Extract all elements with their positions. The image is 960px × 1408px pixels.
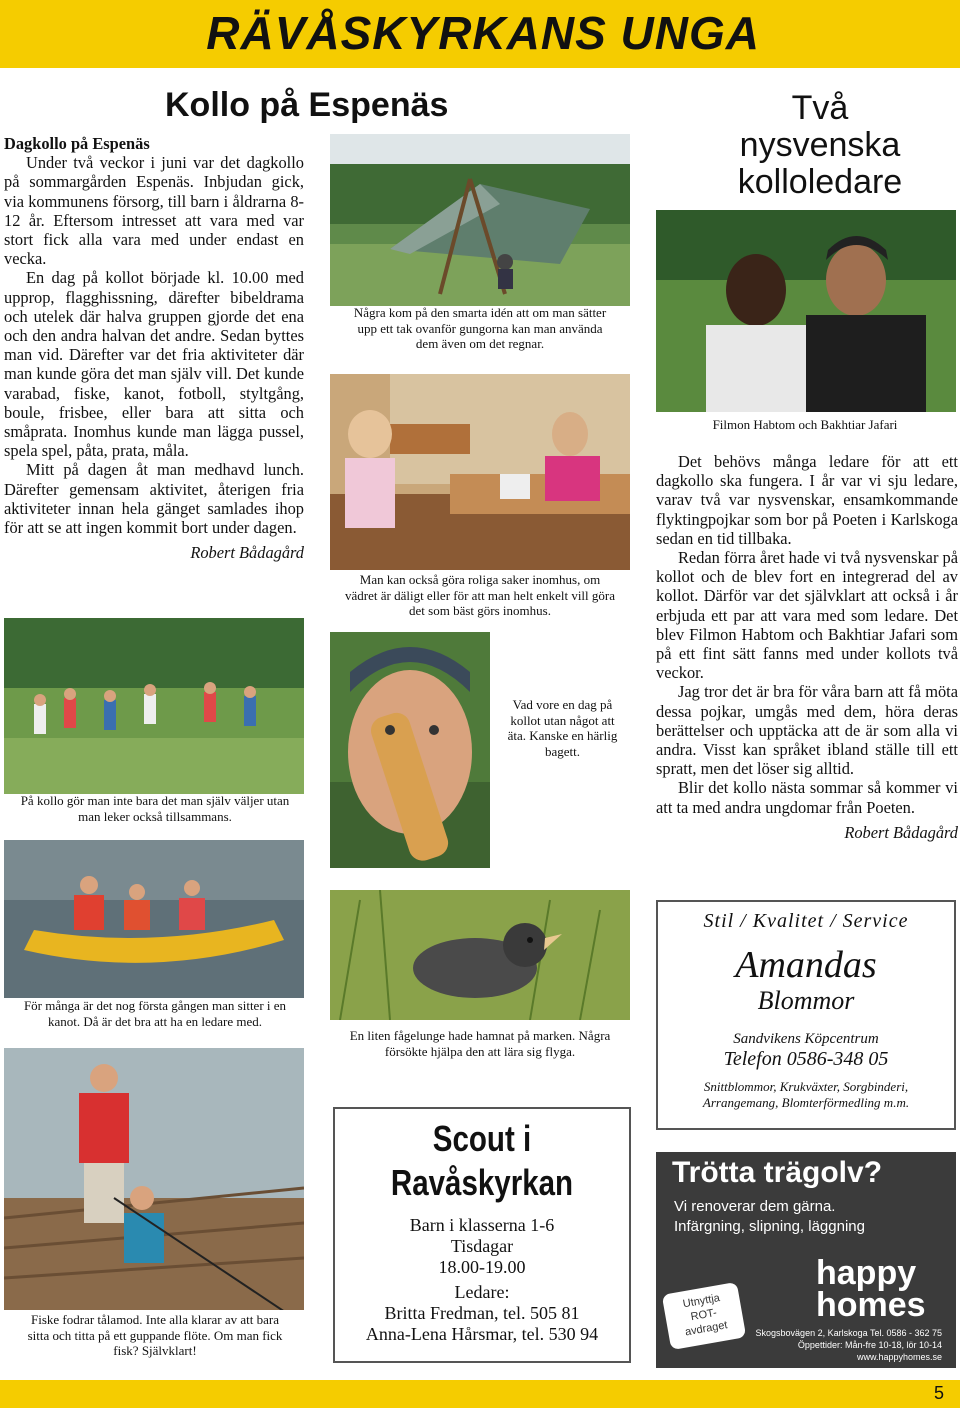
amandas-services: Arrangemang, Blomterförmedling m.m. <box>702 1095 910 1110</box>
title-line: Två <box>791 89 849 127</box>
article-paragraph: Under två veckor i juni var det dagkollo på sommargården Espenäs. Inbjudan gick, via kommunens försorg, till barn i åldrarna 8-12 år. Eftersom intresset att vara med var stort fick alla vara med under endast en vecka. <box>4 153 304 269</box>
happy-hours: Öppettider: Mån-fre 10-18, lör 10-14 <box>797 1340 942 1350</box>
scout-line: Tisdagar <box>450 1236 514 1256</box>
scout-line: Anna-Lena Hårsmar, tel. 530 94 <box>365 1324 599 1344</box>
happy-web: www.happyhomes.se <box>856 1352 942 1362</box>
article-heading: Dagkollo på Espenäs <box>4 134 150 153</box>
photo-kids-playing <box>4 618 304 794</box>
badge-line: Utnyttja <box>681 1292 721 1311</box>
photo-bird <box>330 890 630 1020</box>
caption-tent: Några kom på den smarta idén att om man sätter upp ett tak ovanför gungorna kan man använda dem även om det regnar. <box>353 305 607 351</box>
caption-leaders: Filmon Habtom och Bakhtiar Jafari <box>712 417 898 432</box>
happyhomes-ad <box>656 1152 956 1368</box>
badge-line: ROT- <box>689 1306 718 1324</box>
title-line: nysvenska <box>739 126 901 164</box>
rot-badge <box>662 1282 747 1350</box>
caption-canoe: För många är det nog första gången man sitter i en kanot. Då är det bra att ha en ledare med. <box>23 998 287 1029</box>
article-title: Kollo på Espenäs <box>165 86 449 124</box>
article-paragraph: Redan förra året hade vi två nysvenskar på kollot och de blev fort en integrerad del av kollot. Därför var det självklart att också i år erbjuda ett par att vara med som ledare. Det blev Filmon Habtom och Bakhtiar Jafari som på ett fint sätt fanns med under kollots två veckor. <box>656 548 958 683</box>
happy-brand: happy <box>816 1254 917 1292</box>
scout-ad <box>333 1107 631 1363</box>
happy-brand: homes <box>816 1286 926 1324</box>
article-paragraph: Mitt på dagen åt man medhavd lunch. Därefter gemensam aktivitet, återigen fria aktiviteter innan hela gänget samlades ihop för att se att ingen kommit bort under dagen. <box>4 460 304 538</box>
page-number: 5 <box>933 1383 944 1403</box>
amandas-ad <box>656 900 956 1130</box>
caption-bird: En liten fågelunge hade hamnat på marken. Några försökte hjälpa den att lära sig flyga. <box>349 1028 611 1059</box>
byline: Robert Bådagård <box>844 822 958 842</box>
happy-address: Skogsbovägen 2, Karlskoga Tel. 0586 - 362 75 <box>755 1328 942 1338</box>
main-article <box>4 134 304 562</box>
article-paragraph: Blir det kollo nästa sommar så kommer vi att ta med andra ungdomar från Poeten. <box>656 778 958 817</box>
photo-fishing <box>4 1048 304 1310</box>
amandas-name: Blommor <box>757 986 855 1015</box>
byline: Robert Bådagård <box>190 543 304 563</box>
amandas-slogan: Stil / Kvalitet / Service <box>703 910 909 932</box>
article-paragraph: En dag på kollot började kl. 10.00 med upprop, flagghissning, därefter bibeldrama och utelek där halva gruppen gjorde det ena och den andra halvan det andre. Sedan byttes man vid. Därefter var det fria aktiviteter där man kunde göra det man själv vill. Det kunde varabad, fiske, kanot, fotboll, styltgång, boule, frisbee, eller bara att sitta och småprata. Inomhus kunde man lägga pussel, spela spel, påta, prata, måla. <box>4 268 304 461</box>
scout-line: 18.00-19.00 <box>438 1257 526 1277</box>
caption-bread: Vad vore en dag på kollot utan något att äta. Kanske en härlig bagett. <box>507 697 618 759</box>
caption-fishing: Fiske fodrar tålamod. Inte alla klarar av att bara sitta och titta på ett guppande flöte. Om man fick fisk? Självklart! <box>27 1312 283 1358</box>
happy-headline: Trötta trägolv? <box>672 1156 883 1189</box>
scout-title-1: Scout i <box>432 1118 532 1159</box>
scout-line: Britta Fredman, tel. 505 81 <box>384 1303 580 1323</box>
badge-line: avdraget <box>684 1319 729 1339</box>
scout-line: Ledare: <box>454 1282 510 1302</box>
photo-tent-swing <box>330 134 630 306</box>
photo-bread <box>330 632 490 868</box>
amandas-name: Amandas <box>735 944 877 986</box>
title-line: kolloledare <box>737 163 903 201</box>
article-paragraph: Jag tror det är bra för våra barn att få möta dessa pojkar, umgås med dem, höra deras berättelser och upptäcka att de är som alla vi andra. Visst kan språket ibland ställe till ett spratt, men det löser sig alltid. <box>656 682 958 779</box>
amandas-address: Sandvikens Köpcentrum <box>733 1031 879 1047</box>
amandas-services: Snittblommor, Krukväxter, Sorgbinderi, <box>703 1079 909 1094</box>
article-paragraph: Det behövs många ledare för att ett dagkollo ska fungera. I år var vi sju ledare, varav två var nysvenskar, ensamkommande flyktingpojkar som bor på Poeten i Karlskoga sedan en tid tillbaka. <box>656 452 958 548</box>
right-column-title <box>700 90 940 201</box>
footer-bar <box>0 1380 960 1408</box>
header-bar <box>0 0 960 68</box>
happy-sub: Infärgning, slipning, läggning <box>674 1218 865 1235</box>
photo-craft <box>330 374 630 570</box>
amandas-phone: Telefon 0586-348 05 <box>723 1048 889 1070</box>
scout-title-2: Ravåskyrkan <box>390 1162 574 1203</box>
caption-craft: Man kan också göra roliga saker inomhus, om vädret är däligt eller för att man helt enkelt vill göra det som bäst görs inomhus. <box>345 572 616 618</box>
photo-canoe <box>4 840 304 998</box>
happy-sub: Vi renoverar dem gärna. <box>674 1198 836 1215</box>
right-column-article <box>656 452 958 842</box>
caption-kids-play: På kollo gör man inte bara det man själv väljer utan man leker också tillsammans. <box>20 793 290 824</box>
scout-line: Barn i klasserna 1-6 <box>409 1215 555 1235</box>
magazine-title: RÄVÅSKYRKANS UNGA <box>206 7 760 59</box>
photo-leaders <box>656 210 956 412</box>
